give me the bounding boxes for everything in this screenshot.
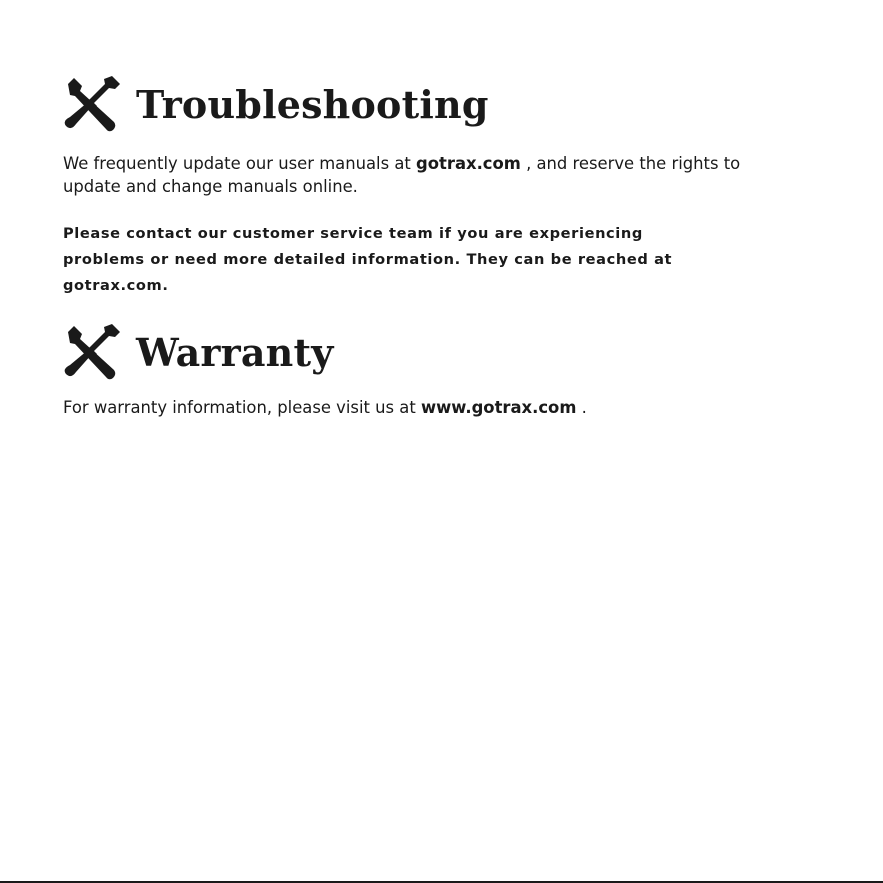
warranty-text: For warranty information, please visit us at: [63, 398, 421, 417]
warranty-link[interactable]: www.gotrax.com: [420, 398, 577, 417]
manual-update-text: We frequently update our user manuals at: [63, 154, 417, 173]
contact-line: gotrax.com.: [63, 277, 169, 294]
troubleshooting-header: [62, 74, 489, 134]
contact-line: problems or need more detailed information. They can be reached at: [63, 251, 673, 268]
manual-update-line-2: update and change manuals online.: [63, 177, 358, 196]
warranty-header: [62, 322, 334, 382]
warranty-line: [63, 396, 587, 419]
tools-icon: [62, 322, 122, 382]
manual-update-paragraph: [63, 152, 740, 198]
gotrax-link[interactable]: gotrax.com: [416, 154, 521, 173]
troubleshooting-title: Troubleshooting: [136, 81, 489, 127]
warranty-text-end: .: [576, 398, 587, 417]
warranty-paragraph: [63, 396, 587, 419]
manual-update-line-1: [63, 152, 740, 175]
contact-paragraph: [63, 221, 672, 299]
manual-update-text-cont: , and reserve the rights to: [520, 154, 741, 173]
warranty-title: Warranty: [136, 329, 334, 375]
tools-icon: [62, 74, 122, 134]
contact-line: Please contact our customer service team if you are experiencing: [63, 225, 643, 242]
